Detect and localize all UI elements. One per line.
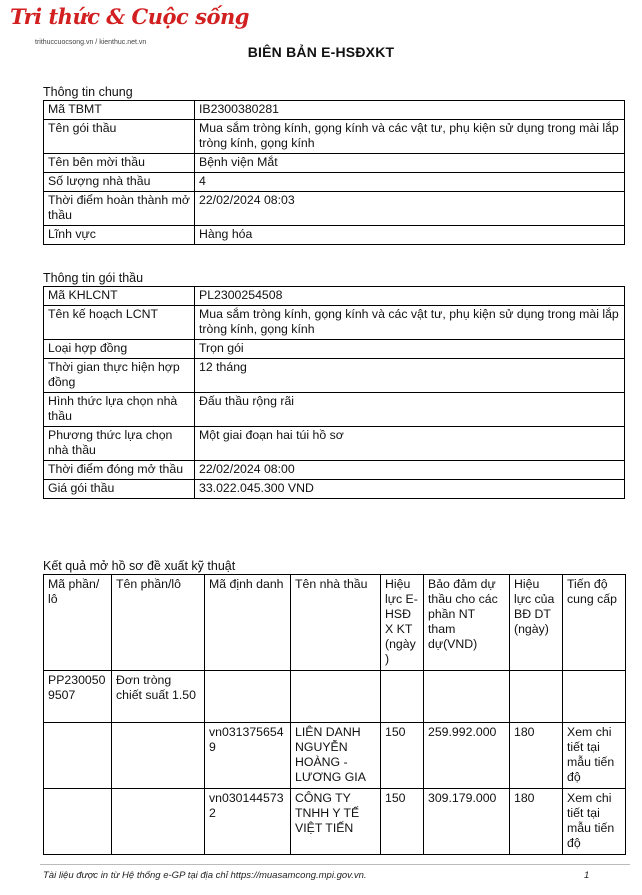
section-results-title: Kết quả mở hồ sơ đề xuất kỹ thuật: [43, 559, 236, 573]
general-info-row: [44, 192, 625, 226]
results-column-header: Tiến độ cung cấp: [563, 575, 626, 671]
results-column-header: Mã phần/ lô: [44, 575, 112, 671]
page-number: 1: [584, 870, 590, 881]
general-info-row: [44, 173, 625, 192]
general-info-row: [44, 120, 625, 154]
results-cell: CÔNG TY TNHH Y TẾ VIỆT TIẾN: [291, 789, 381, 855]
general-info-value: 22/02/2024 08:03: [195, 192, 625, 226]
results-column-header: Tên phần/lô: [112, 575, 205, 671]
results-cell: 259.992.000: [424, 723, 510, 789]
section-general-title: Thông tin chung: [43, 85, 133, 99]
package-info-label: Thời gian thực hiện hợp đồng: [44, 359, 195, 393]
general-info-row: [44, 101, 625, 120]
package-info-value: 22/02/2024 08:00: [195, 461, 625, 480]
results-cell: 180: [510, 789, 563, 855]
package-info-row: [44, 393, 625, 427]
general-info-value: Hàng hóa: [195, 226, 625, 245]
results-cell: PP2300509507: [44, 671, 112, 723]
package-info-row: [44, 461, 625, 480]
general-info-value: IB2300380281: [195, 101, 625, 120]
package-info-row: [44, 287, 625, 306]
package-info-label: Mã KHLCNT: [44, 287, 195, 306]
section-package-title: Thông tin gói thầu: [43, 271, 144, 285]
package-info-label: Phương thức lựa chọn nhà thầu: [44, 427, 195, 461]
results-column-header: Mã định danh: [205, 575, 291, 671]
results-cell: 309.179.000: [424, 789, 510, 855]
package-info-value: 33.022.045.300 VND: [195, 480, 625, 499]
package-info-value: Một giai đoạn hai túi hồ sơ: [195, 427, 625, 461]
footer-divider: [40, 864, 630, 865]
results-cell: [510, 671, 563, 723]
package-info-row: [44, 340, 625, 359]
package-info-value: 12 tháng: [195, 359, 625, 393]
results-cell: Đơn tròng chiết suất 1.50: [112, 671, 205, 723]
document-title: BIÊN BẢN E-HSĐXKT: [247, 44, 395, 60]
results-column-header: Tên nhà thầu: [291, 575, 381, 671]
package-info-value: Đấu thầu rộng rãi: [195, 393, 625, 427]
results-column-header: Hiệu lực E-HSĐX KT (ngày): [381, 575, 424, 671]
general-info-label: Tên gói thầu: [44, 120, 195, 154]
results-column-header: Bảo đảm dự thầu cho các phần NT tham dự(VND): [424, 575, 510, 671]
results-cell: LIÊN DANH NGUYỄN HOÀNG - LƯƠNG GIA: [291, 723, 381, 789]
general-info-label: Số lượng nhà thầu: [44, 173, 195, 192]
results-cell: vn0301445732: [205, 789, 291, 855]
results-cell: [112, 789, 205, 855]
logo-sites: trithuccuocsong.vn / kienthuc.net.vn: [35, 39, 147, 46]
general-info-label: Thời điểm hoàn thành mở thầu: [44, 192, 195, 226]
results-row: [44, 671, 626, 723]
results-cell: 150: [381, 789, 424, 855]
package-info-label: Tên kế hoạch LCNT: [44, 306, 195, 340]
results-cell: [44, 789, 112, 855]
results-cell: [44, 723, 112, 789]
results-cell: 180: [510, 723, 563, 789]
general-info-row: [44, 154, 625, 173]
package-info-table: [43, 286, 625, 499]
package-info-value: Mua sắm tròng kính, gọng kính và các vật tư, phụ kiện sử dụng trong mài lắp tròng kính, gọng kính: [195, 306, 625, 340]
results-column-header: Hiệu lực của BĐ DT (ngày): [510, 575, 563, 671]
general-info-label: Lĩnh vực: [44, 226, 195, 245]
package-info-label: Thời điểm đóng mở thầu: [44, 461, 195, 480]
results-cell: Xem chi tiết tại mẫu tiến độ: [563, 789, 626, 855]
package-info-row: [44, 480, 625, 499]
package-info-row: [44, 427, 625, 461]
results-cell: [424, 671, 510, 723]
general-info-table: [43, 100, 625, 245]
results-row: [44, 789, 626, 855]
results-cell: [563, 671, 626, 723]
package-info-label: Loại hợp đồng: [44, 340, 195, 359]
package-info-label: Giá gói thầu: [44, 480, 195, 499]
results-cell: [381, 671, 424, 723]
package-info-row: [44, 359, 625, 393]
results-cell: 150: [381, 723, 424, 789]
results-cell: [112, 723, 205, 789]
results-table: [43, 574, 626, 855]
results-cell: [205, 671, 291, 723]
general-info-value: Mua sắm tròng kính, gọng kính và các vật tư, phụ kiện sử dụng trong mài lắp tròng kính, gọng kính: [195, 120, 625, 154]
package-info-value: PL2300254508: [195, 287, 625, 306]
general-info-label: Mã TBMT: [44, 101, 195, 120]
logo-text: Tri thức & Cuộc sống: [10, 4, 249, 29]
results-cell: [291, 671, 381, 723]
package-info-row: [44, 306, 625, 340]
results-cell: vn0313756549: [205, 723, 291, 789]
footer-note: Tài liệu được in từ Hệ thống e-GP tại địa chỉ https://muasamcong.mpi.gov.vn.: [43, 870, 367, 881]
package-info-value: Trọn gói: [195, 340, 625, 359]
general-info-row: [44, 226, 625, 245]
general-info-value: 4: [195, 173, 625, 192]
general-info-value: Bệnh viện Mắt: [195, 154, 625, 173]
package-info-label: Hình thức lựa chọn nhà thầu: [44, 393, 195, 427]
general-info-label: Tên bên mời thầu: [44, 154, 195, 173]
results-cell: Xem chi tiết tại mẫu tiến độ: [563, 723, 626, 789]
results-row: [44, 723, 626, 789]
